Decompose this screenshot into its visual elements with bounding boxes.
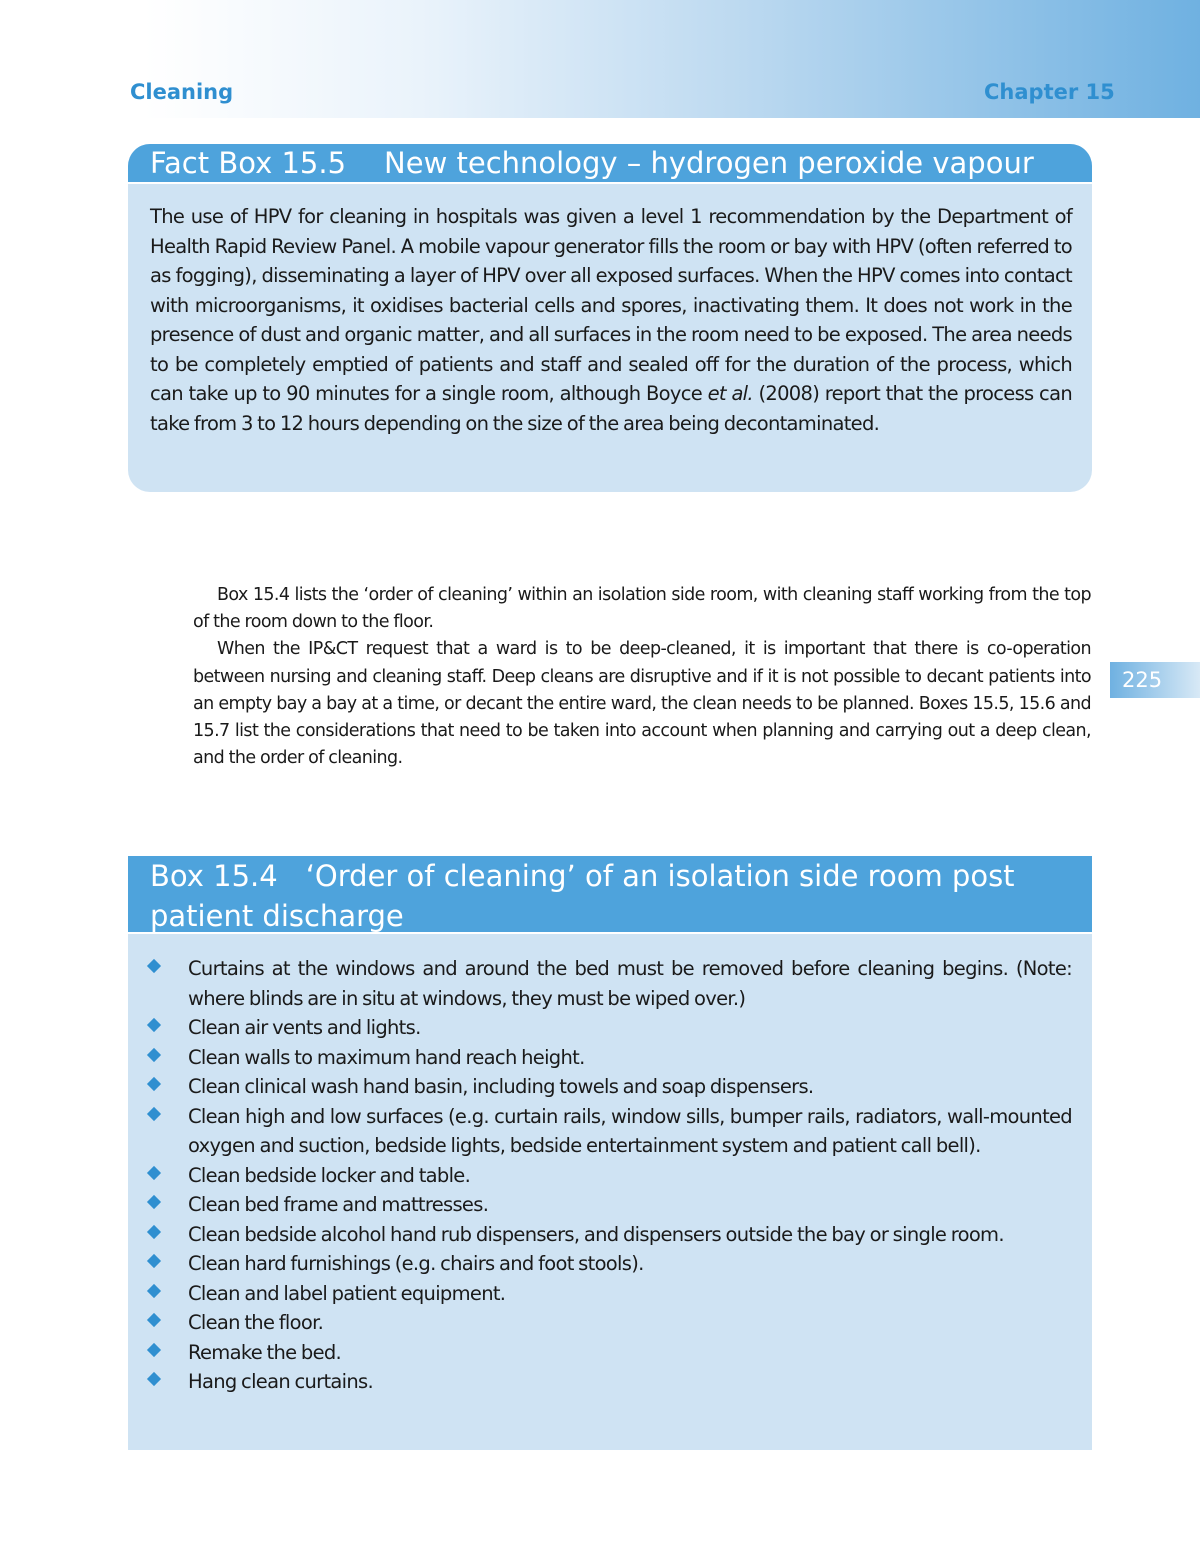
list-item-text: Clean bedside alcohol hand rub dispensers, and dispensers outside the bay or single room. xyxy=(188,1222,1004,1246)
bullet-icon xyxy=(147,1224,161,1238)
fact-box-text-part-1: The use of HPV for cleaning in hospitals was given a level 1 recommendation by the Department of Health Rapid Review Panel. A mobile vapour generator fills the room or bay with HPV (often referred to as fogging), disseminating a layer of HPV over all exposed surfaces. When the HPV comes into contact with microorganisms, it oxidises bacterial cells and spores, inactivating them. It does not work in the presence of dust and organic matter, and all surfaces in the room need to be exposed. The area needs to be completely emptied of patients and staff and sealed off for the duration of the process, which can take up to 90 minutes for a single room, although Boyce xyxy=(150,205,1072,405)
bullet-icon xyxy=(147,1313,161,1327)
box-15-4-title-line-1 xyxy=(150,856,1070,896)
running-head-chapter: Chapter 15 xyxy=(984,80,1115,104)
fact-box-text-part-2: (2008) report that the process can take from 3 to 12 hours depending on the size of the area being decontaminated. xyxy=(150,382,1072,435)
fact-box-text xyxy=(128,184,1092,438)
list-item-text: Clean hard furnishings (e.g. chairs and foot stools). xyxy=(188,1252,644,1275)
page-number: 225 xyxy=(1122,668,1163,692)
list-item-text: Clean the floor. xyxy=(188,1311,324,1334)
bullet-icon xyxy=(147,1018,161,1032)
list-item-text: Clean clinical wash hand basin, including towels and soap dispensers. xyxy=(188,1075,814,1098)
box-15-4-title-line-2: patient discharge xyxy=(150,899,404,933)
bullet-icon xyxy=(147,959,161,973)
list-item xyxy=(188,954,1072,1013)
cleaning-order-list xyxy=(128,934,1092,1397)
bullet-icon xyxy=(147,1047,161,1061)
body-paragraph-2: When the IP&CT request that a ward is to be deep-cleaned, it is important that there is co-operation between nursing and cleaning staff. Deep cleans are disruptive and if it is not possible to decant patients into an empty bay a bay at a time, or decant the entire ward, the clean needs to be planned. Boxes 15.5, 15.6 and 15.7 list the considerations that need to be taken into account when planning and carrying out a deep clean, and the order of cleaning. xyxy=(193,639,1091,769)
list-item-text: Clean air vents and lights. xyxy=(188,1016,421,1039)
bullet-icon xyxy=(147,1372,161,1386)
running-head-section: Cleaning xyxy=(130,80,234,104)
list-item xyxy=(188,1279,1072,1309)
box-15-4 xyxy=(128,856,1092,1450)
list-item xyxy=(188,1249,1072,1279)
list-item xyxy=(188,1102,1072,1161)
list-item-text: Remake the bed. xyxy=(188,1340,342,1364)
list-item-text: Hang clean curtains. xyxy=(188,1370,374,1393)
list-item xyxy=(188,1220,1072,1250)
box-15-4-heading-1: ‘Order of cleaning’ of an isolation side room post xyxy=(305,859,1015,893)
fact-box-number: Fact Box 15.5 xyxy=(150,146,347,180)
bullet-icon xyxy=(147,1342,161,1356)
bullet-icon xyxy=(147,1254,161,1268)
list-item-text: Curtains at the windows and around the bed must be removed before cleaning begins. (Note: where blinds are in situ at windows, they must be wiped over.) xyxy=(188,957,1072,1010)
bullet-icon xyxy=(147,1283,161,1297)
list-item xyxy=(188,1013,1072,1043)
list-item-text: Clean high and low surfaces (e.g. curtain rails, window sills, bumper rails, radiators, wall-mounted oxygen and suction, bedside lights, bedside entertainment system and patient call bell). xyxy=(188,1104,1072,1157)
list-item xyxy=(188,1190,1072,1220)
fact-box-title xyxy=(128,144,1092,184)
list-item-text: Clean and label patient equipment. xyxy=(188,1281,506,1305)
box-15-4-title xyxy=(128,856,1092,934)
list-item xyxy=(188,1367,1072,1397)
body-paragraph-1: Box 15.4 lists the ‘order of cleaning’ within an isolation side room, with cleaning staff working from the top of the room down to the floor. xyxy=(193,585,1091,633)
list-item xyxy=(188,1072,1072,1102)
list-item-text: Clean bed frame and mattresses. xyxy=(188,1193,489,1216)
fact-box-heading: New technology – hydrogen peroxide vapour xyxy=(384,146,1034,180)
body-text xyxy=(193,582,1091,772)
bullet-icon xyxy=(147,1165,161,1179)
fact-box-15-5 xyxy=(128,144,1092,492)
list-item xyxy=(188,1338,1072,1368)
bullet-icon xyxy=(147,1106,161,1120)
page-number-tab xyxy=(1110,662,1200,698)
box-15-4-number: Box 15.4 xyxy=(150,859,278,893)
list-item-text: Clean walls to maximum hand reach height. xyxy=(188,1045,585,1069)
bullet-icon xyxy=(147,1077,161,1091)
list-item xyxy=(188,1161,1072,1191)
bullet-icon xyxy=(147,1195,161,1209)
list-item xyxy=(188,1043,1072,1073)
list-item-text: Clean bedside locker and table. xyxy=(188,1163,471,1187)
list-item xyxy=(188,1308,1072,1338)
fact-box-text-italic: et al. xyxy=(707,382,753,405)
